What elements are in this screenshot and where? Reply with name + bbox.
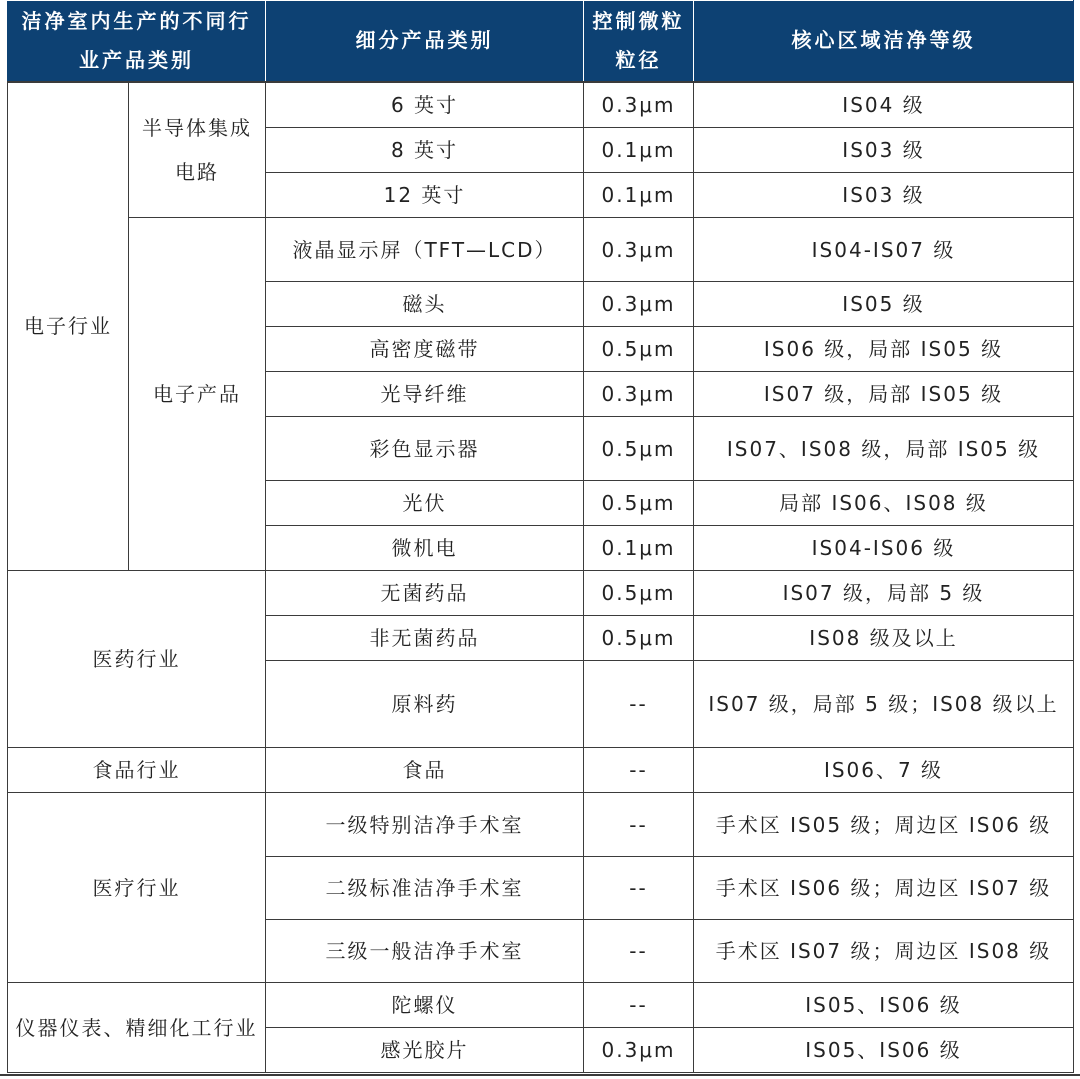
cell-product: 高密度磁带 — [266, 327, 584, 372]
cell-size: 0.1μm — [584, 128, 694, 173]
cell-size: -- — [584, 857, 694, 920]
cell-size: 0.5μm — [584, 571, 694, 616]
cell-grade: IS07、IS08 级，局部 IS05 级 — [694, 417, 1074, 481]
cell-size: 0.3μm — [584, 218, 694, 282]
cell-grade: 手术区 IS07 级；周边区 IS08 级 — [694, 920, 1074, 983]
cell-size: 0.1μm — [584, 526, 694, 571]
cell-size: 0.1μm — [584, 173, 694, 218]
group-food: 食品行业 — [8, 748, 266, 793]
header-industry-category: 洁净室内生产的不同行业产品类别 — [8, 1, 266, 82]
cell-grade: IS08 级及以上 — [694, 616, 1074, 661]
cell-grade: 局部 IS06、IS08 级 — [694, 481, 1074, 526]
cell-product: 无菌药品 — [266, 571, 584, 616]
cell-product: 8 英寸 — [266, 128, 584, 173]
cell-grade: 手术区 IS05 级；周边区 IS06 级 — [694, 793, 1074, 857]
cell-product: 二级标准洁净手术室 — [266, 857, 584, 920]
cell-size: 0.5μm — [584, 417, 694, 481]
cell-product: 彩色显示器 — [266, 417, 584, 481]
cell-size: -- — [584, 748, 694, 793]
cell-size: 0.3μm — [584, 282, 694, 327]
cleanroom-grade-table — [7, 0, 1074, 1073]
cell-size: -- — [584, 920, 694, 983]
header-clean-grade: 核心区域洁净等级 — [694, 1, 1074, 82]
cell-product: 感光胶片 — [266, 1028, 584, 1073]
table-row — [8, 571, 1074, 616]
cell-product: 三级一般洁净手术室 — [266, 920, 584, 983]
group-medical: 医疗行业 — [8, 793, 266, 983]
cell-grade: IS04-IS07 级 — [694, 218, 1074, 282]
header-particle-size: 控制微粒粒径 — [584, 1, 694, 82]
cell-product: 一级特别洁净手术室 — [266, 793, 584, 857]
table-row — [8, 218, 1074, 282]
table-row — [8, 82, 1074, 128]
subgroup-semiconductor: 半导体集成电路 — [129, 82, 266, 218]
cell-product: 磁头 — [266, 282, 584, 327]
cell-product: 光伏 — [266, 481, 584, 526]
cell-size: -- — [584, 793, 694, 857]
cell-grade: IS03 级 — [694, 173, 1074, 218]
subgroup-electronic-products: 电子产品 — [129, 218, 266, 571]
cell-size: 0.5μm — [584, 616, 694, 661]
cell-size: -- — [584, 661, 694, 748]
cell-size: 0.3μm — [584, 1028, 694, 1073]
cell-product: 12 英寸 — [266, 173, 584, 218]
cell-grade: IS05、IS06 级 — [694, 983, 1074, 1028]
cell-size: 0.5μm — [584, 481, 694, 526]
cell-grade: IS07 级，局部 5 级；IS08 级以上 — [694, 661, 1074, 748]
cell-grade: IS06、7 级 — [694, 748, 1074, 793]
cell-size: 0.5μm — [584, 327, 694, 372]
cell-grade: IS07 级，局部 5 级 — [694, 571, 1074, 616]
cell-product: 微机电 — [266, 526, 584, 571]
cell-grade: 手术区 IS06 级；周边区 IS07 级 — [694, 857, 1074, 920]
header-subproduct: 细分产品类别 — [266, 1, 584, 82]
cell-grade: IS05、IS06 级 — [694, 1028, 1074, 1073]
cell-product: 光导纤维 — [266, 372, 584, 417]
table-row — [8, 983, 1074, 1028]
group-pharma: 医药行业 — [8, 571, 266, 748]
cell-product: 食品 — [266, 748, 584, 793]
cell-grade: IS05 级 — [694, 282, 1074, 327]
cell-size: -- — [584, 983, 694, 1028]
table-row — [8, 793, 1074, 857]
table-row — [8, 748, 1074, 793]
cell-grade: IS03 级 — [694, 128, 1074, 173]
cell-grade: IS04-IS06 级 — [694, 526, 1074, 571]
bottom-rule — [0, 1074, 1080, 1076]
cell-product: 非无菌药品 — [266, 616, 584, 661]
cell-grade: IS04 级 — [694, 82, 1074, 128]
cell-size: 0.3μm — [584, 372, 694, 417]
cell-product: 液晶显示屏（TFT—LCD） — [266, 218, 584, 282]
cell-grade: IS06 级，局部 IS05 级 — [694, 327, 1074, 372]
cell-grade: IS07 级，局部 IS05 级 — [694, 372, 1074, 417]
cell-size: 0.3μm — [584, 82, 694, 128]
cell-product: 原料药 — [266, 661, 584, 748]
header-row — [8, 1, 1074, 82]
cell-product: 陀螺仪 — [266, 983, 584, 1028]
group-electronics: 电子行业 — [8, 82, 129, 571]
cell-product: 6 英寸 — [266, 82, 584, 128]
group-instruments: 仪器仪表、精细化工行业 — [8, 983, 266, 1073]
